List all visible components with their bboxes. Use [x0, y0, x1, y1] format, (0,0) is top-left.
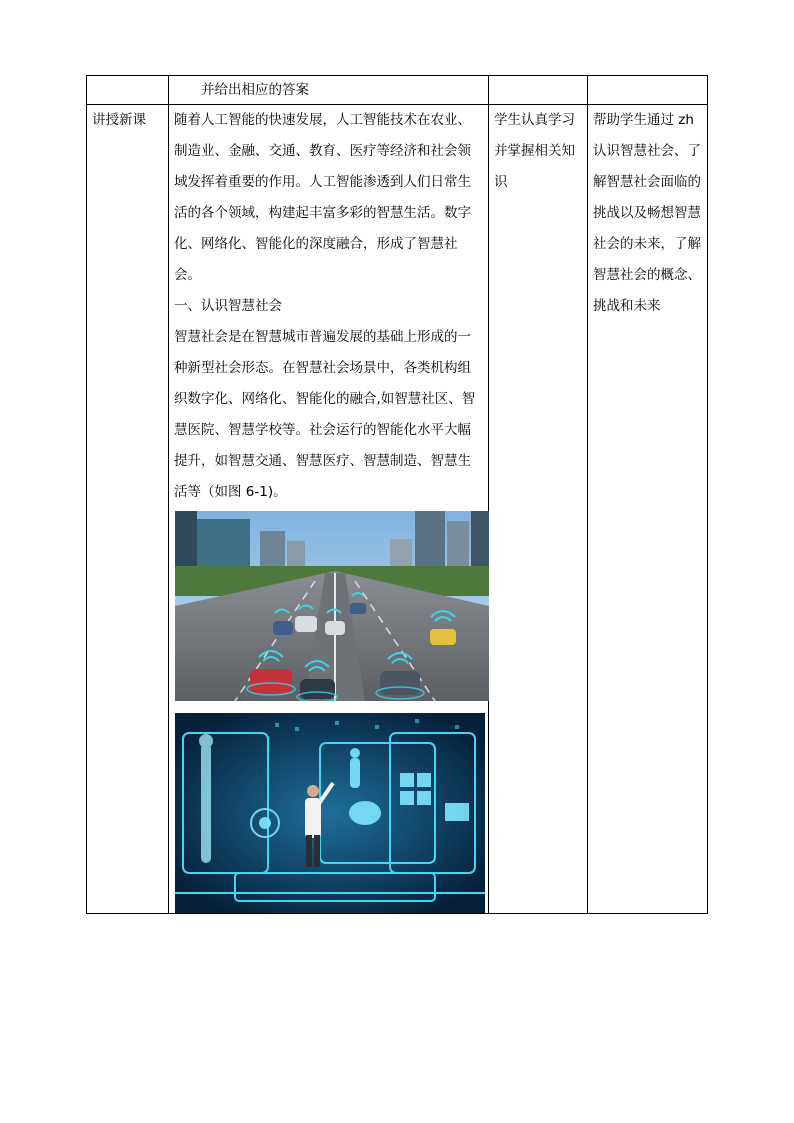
intro-paragraph: 随着人工智能的快速发展，人工智能技术在农业、制造业、金融、交通、教育、医疗等经济和社会领域发挥着重要的作用。人工智能渗透到人们日常生活的各个领域，构建起丰富多彩的智慧生活。数字化、网络化、智能化的深度融合，形成了智慧社会。	[174, 112, 471, 283]
table-cell	[588, 105, 708, 914]
table-cell	[489, 105, 588, 914]
lesson-content	[169, 105, 488, 508]
smart-traffic-photo	[175, 511, 489, 701]
table-cell	[489, 76, 588, 105]
smart-medical-photo	[175, 713, 485, 913]
answer-note: 并给出相应的答案	[201, 82, 309, 98]
lesson-plan-table	[86, 75, 708, 914]
definition-paragraph: 智慧社会是在智慧城市普遍发展的基础上形成的一种新型社会形态。在智慧社会场景中，各类机构组织数字化、网络化、智能化的融合,如智慧社区、智慧医院、智慧学校等。社会运行的智能化水平大幅提升，如智慧交通、智慧医疗、智慧制造、智慧生活等（如图 6-1)。	[174, 329, 476, 500]
table-cell	[169, 105, 489, 914]
table-cell	[87, 76, 169, 105]
student-activity: 学生认真学习并掌握相关知识	[494, 112, 575, 190]
design-purpose: 帮助学生通过 zh认识智慧社会、了解智慧社会面临的挑战以及畅想智慧社会的未来，了解智慧社会的概念、挑战和未来	[593, 112, 701, 314]
table-cell	[169, 76, 489, 105]
table-row	[87, 105, 708, 914]
table-cell	[588, 76, 708, 105]
section-heading: 一、认识智慧社会	[174, 298, 282, 314]
table-row	[87, 76, 708, 105]
stage-label: 讲授新课	[92, 112, 146, 128]
table-cell	[87, 105, 169, 914]
